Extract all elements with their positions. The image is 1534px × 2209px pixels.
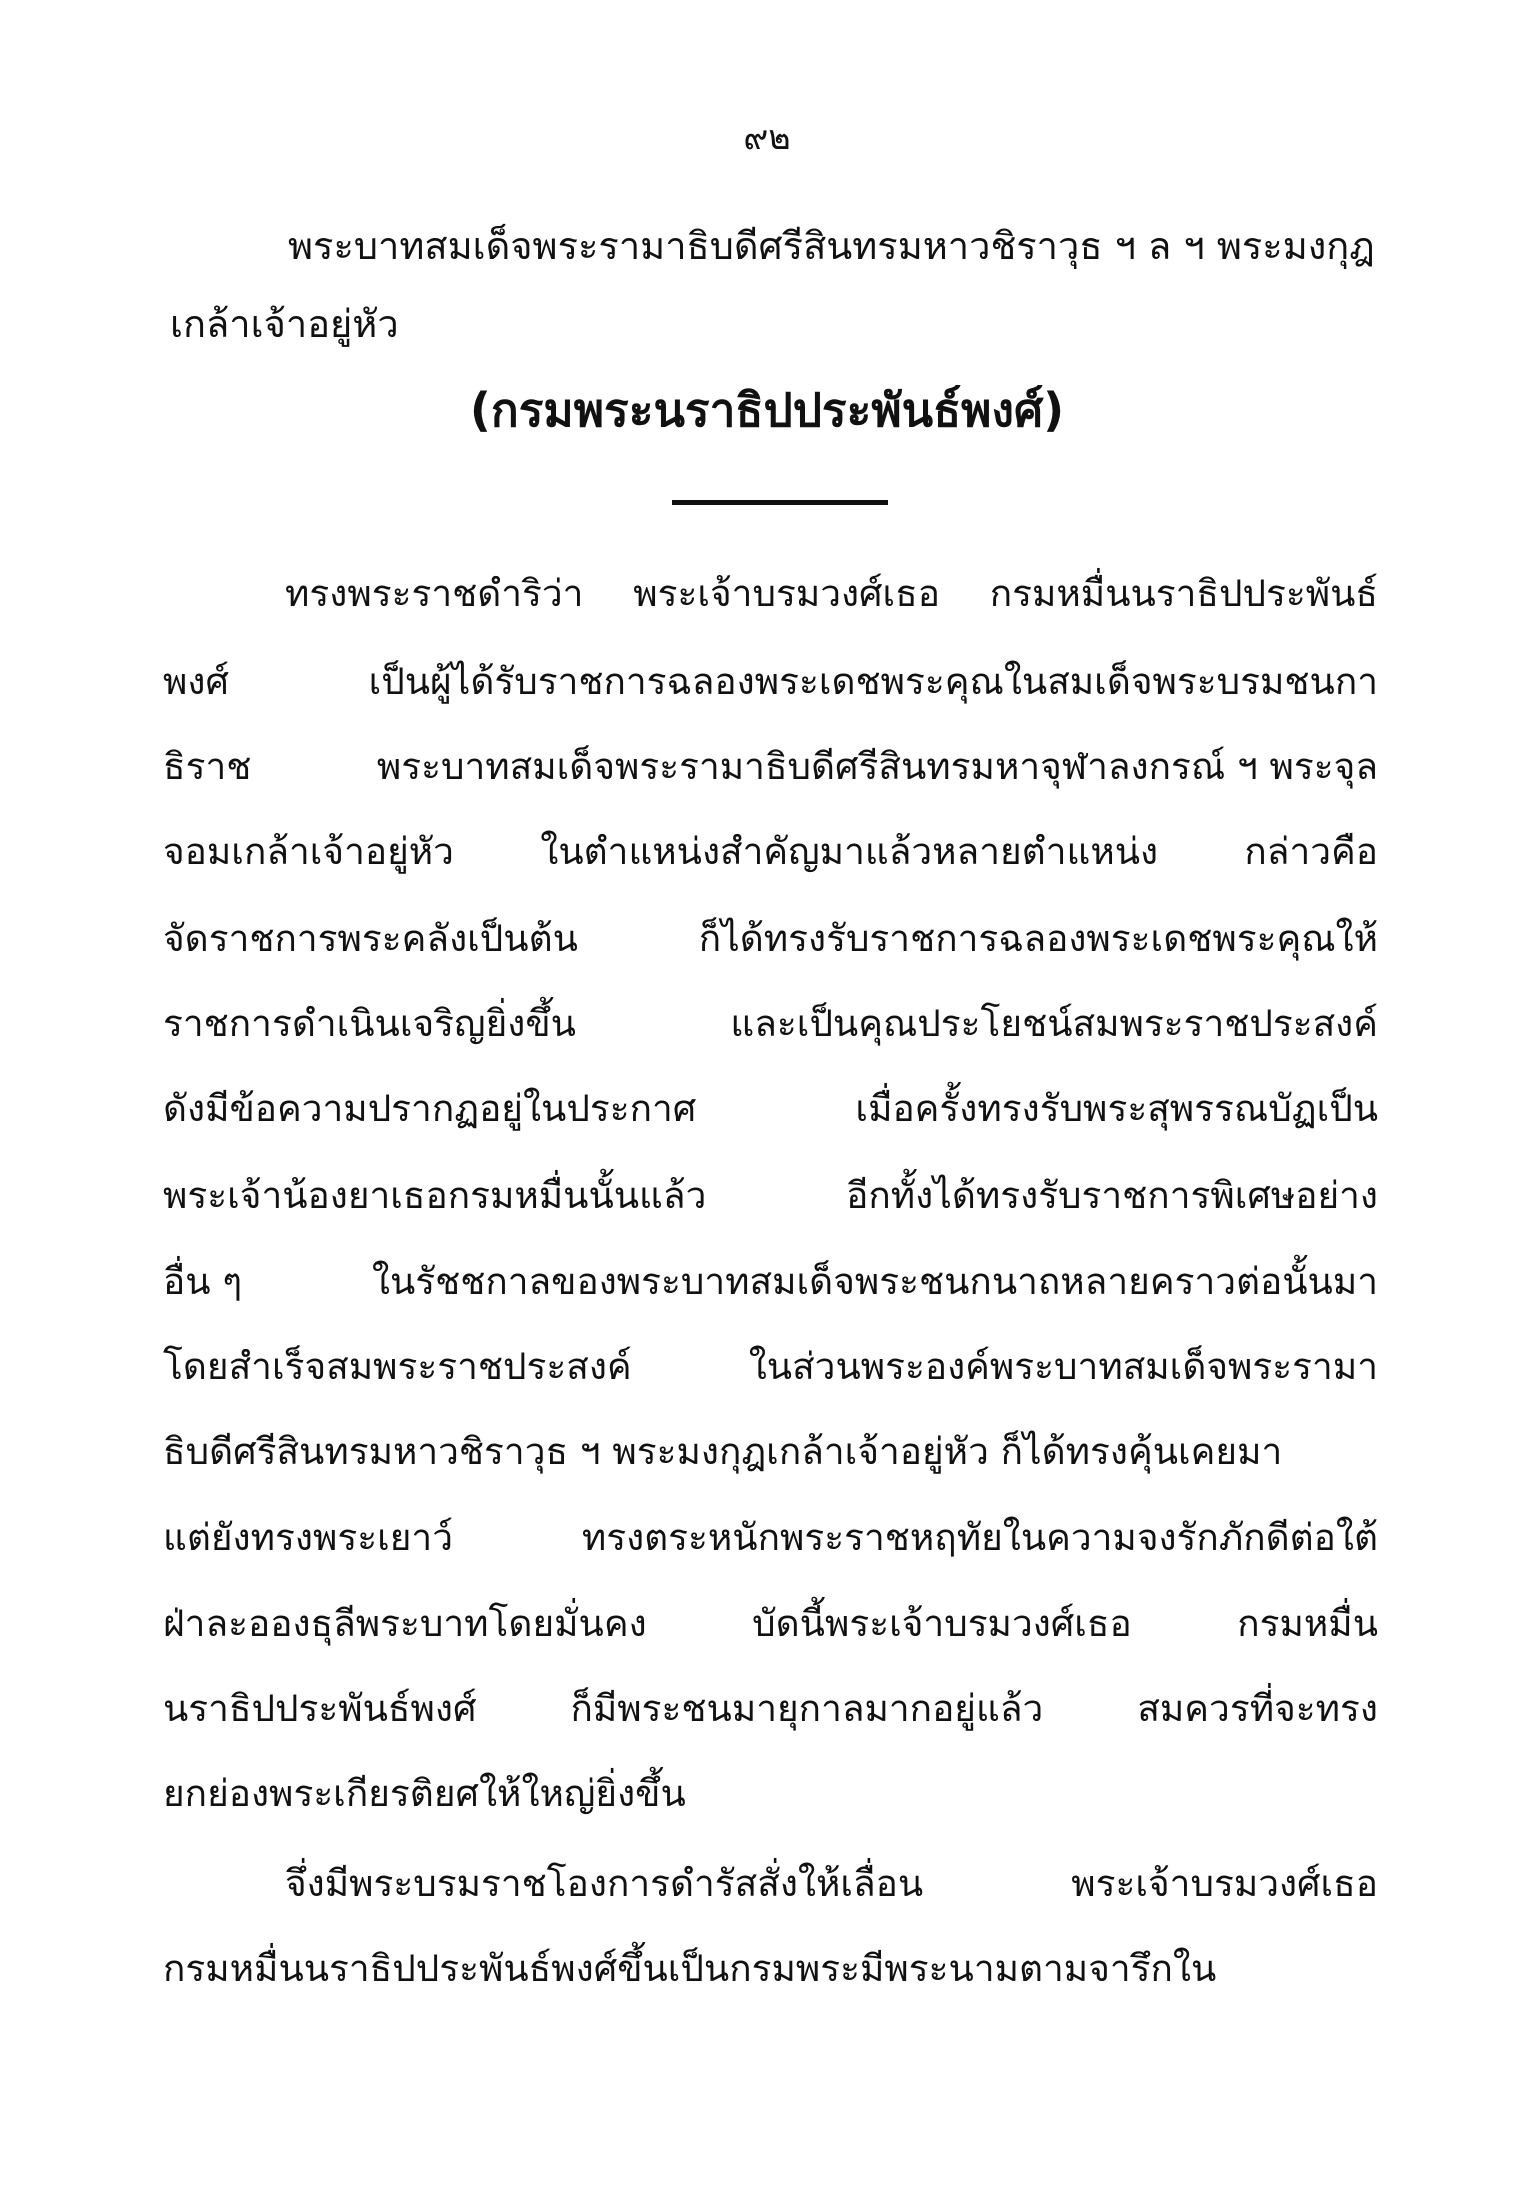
body-line — [163, 743, 1378, 791]
body-phrase: กรมหมื่นนราธิปประพันธ์พงศ์ — [163, 1947, 618, 1990]
heading-divider — [672, 500, 888, 505]
body-phrase: มีพระนามตามจารึกใน — [860, 1947, 1217, 1990]
body-phrase: ในรัชชกาลของพระบาทสมเด็จพระชนกนาถหลายคราวต่อนั้นมา — [371, 1260, 1378, 1303]
body-line — [163, 828, 1378, 876]
body-line — [163, 1258, 1378, 1306]
body-phrase: ในส่วนพระองค์พระบาทสมเด็จพระรามา — [748, 1345, 1378, 1388]
body-line — [163, 1172, 1378, 1220]
header-line-1: พระบาทสมเด็จพระรามาธิบดีศรีสินทรมหาวชิราวุธ ฯ ล ฯ พระมงกุฎ — [288, 224, 1375, 268]
page-number: ๙๒ — [743, 118, 791, 158]
body-phrase: ขึ้นเป็นกรมพระ — [617, 1947, 861, 1990]
body-phrase: ในตำแหน่งสำคัญมาแล้วหลายตำแหน่ง — [540, 830, 1159, 873]
body-line — [163, 1085, 1378, 1133]
body-phrase: พระเจ้าบรมวงศ์เธอ — [633, 572, 940, 615]
body-phrase: พระเจ้าบรมวงศ์เธอ — [1071, 1862, 1378, 1905]
body-line — [163, 1600, 1378, 1648]
body-phrase: กล่าวคือ — [1244, 830, 1378, 873]
body-phrase: ทรงตระหนักพระราชหฤทัยในความจงรักภักดีต่อใต้ — [581, 1516, 1378, 1559]
body-phrase: ก็ได้ทรงรับราชการฉลองพระเดชพระคุณให้ — [698, 917, 1378, 960]
body-phrase: ก็มีพระชนมายุกาลมากอยู่แล้ว — [570, 1687, 1044, 1730]
body-line — [163, 1685, 1378, 1733]
body-phrase: เมื่อครั้งทรงรับพระสุพรรณบัฏเป็น — [855, 1087, 1378, 1130]
body-line — [163, 1514, 1378, 1562]
body-line — [285, 570, 1378, 618]
body-line — [163, 1000, 1378, 1048]
body-phrase: เป็นผู้ได้รับราชการฉลองพระเดชพระคุณในสมเด็จพระบรมชนกา — [368, 660, 1378, 703]
header-line-2: เกล้าเจ้าอยู่หัว — [170, 302, 399, 346]
body-phrase: พระบาทสมเด็จพระรามาธิบดีศรีสินทรมหาจุฬาลงกรณ์ ฯ พระจุล — [376, 745, 1378, 788]
body-phrase: และเป็นคุณประโยชน์สมพระราชประสงค์ — [730, 1002, 1378, 1045]
body-phrase: ธิราช — [163, 745, 252, 788]
body-phrase: ทรงพระราชดำริว่า — [285, 572, 584, 615]
body-line — [285, 1860, 1378, 1908]
body-phrase: พระเจ้าน้องยาเธอกรมหมื่นนั้นแล้ว — [163, 1174, 707, 1217]
body-line — [163, 1343, 1378, 1391]
body-phrase: ธิบดีศรีสินทรมหาวชิราวุธ ฯ พระมงกุฎเกล้าเจ้าอยู่หัว ก็ได้ทรงคุ้นเคยมา — [163, 1430, 1283, 1473]
body-line — [163, 1770, 1378, 1818]
body-line — [163, 658, 1378, 706]
body-phrase: กรมหมื่นนราธิปประพันธ์ — [989, 572, 1378, 615]
body-phrase: สมควรที่จะทรง — [1137, 1687, 1378, 1730]
body-phrase: ดังมีข้อความปรากฏอยู่ในประกาศ — [163, 1087, 697, 1130]
body-phrase: กรมหมื่น — [1237, 1602, 1378, 1645]
body-phrase: ยกย่องพระเกียรติยศให้ใหญ่ยิ่งขึ้น — [163, 1772, 686, 1815]
body-phrase: อีกทั้งได้ทรงรับราชการพิเศษอย่าง — [846, 1174, 1378, 1217]
body-phrase: โดยสำเร็จสมพระราชประสงค์ — [163, 1345, 632, 1388]
body-phrase: จึ่งมีพระบรมราชโองการดำรัสสั่งให้เลื่อน — [285, 1862, 924, 1905]
section-heading: (กรมพระนราธิปประพันธ์พงศ์) — [469, 383, 1065, 437]
body-phrase: แต่ยังทรงพระเยาว์ — [163, 1516, 453, 1559]
body-line — [163, 1428, 1378, 1476]
body-phrase: จัดราชการพระคลังเป็นต้น — [163, 917, 578, 960]
body-phrase: ฝ่าละอองธุลีพระบาทโดยมั่นคง — [163, 1602, 647, 1645]
body-phrase: อื่น ๆ — [163, 1260, 243, 1303]
body-phrase: นราธิปประพันธ์พงศ์ — [163, 1687, 477, 1730]
body-line — [163, 1945, 1378, 1993]
body-phrase: พงศ์ — [163, 660, 229, 703]
body-line — [163, 915, 1378, 963]
body-phrase: บัดนี้พระเจ้าบรมวงศ์เธอ — [752, 1602, 1132, 1645]
body-phrase: จอมเกล้าเจ้าอยู่หัว — [163, 830, 454, 873]
body-phrase: ราชการดำเนินเจริญยิ่งขึ้น — [163, 1002, 576, 1045]
